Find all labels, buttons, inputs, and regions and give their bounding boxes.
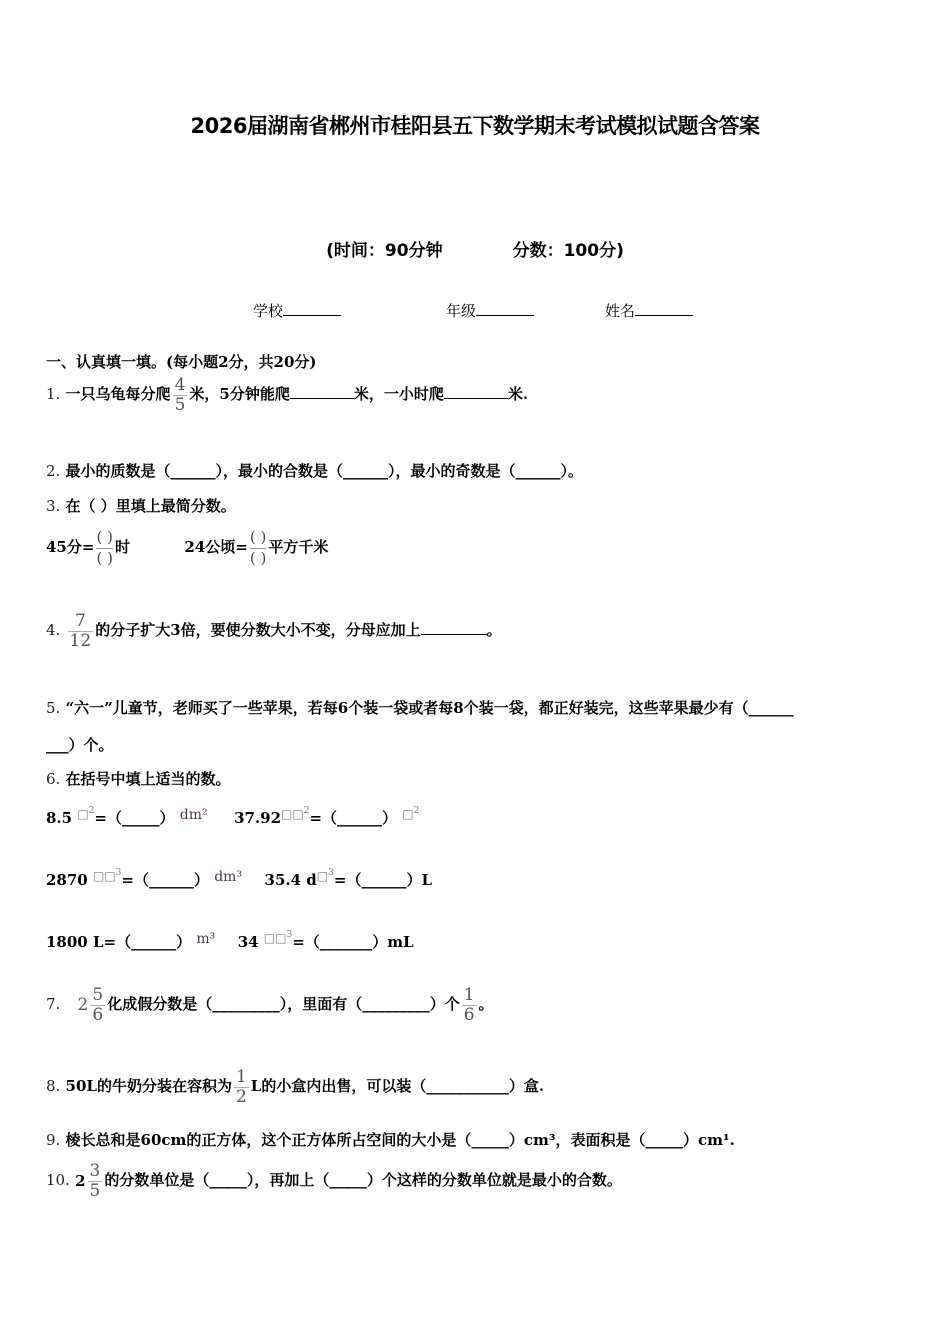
- total-score: 分数：100分): [512, 241, 624, 261]
- question-5-cont: ___）个。: [46, 736, 114, 754]
- grade-field[interactable]: 年级: [446, 300, 534, 321]
- school-field[interactable]: 学校: [253, 300, 341, 321]
- question-5: 5. “六一”儿童节，老师买了一些苹果，若每6个装一袋或者每8个装一袋，都正好装完，这些苹果最少有（______: [46, 699, 794, 717]
- answer-blank[interactable]: [444, 384, 508, 399]
- question-3: 3. 在（ ）里填上最简分数。: [46, 497, 236, 515]
- exam-meta: [0, 236, 950, 261]
- question-9: 9. 棱长总和是60cm的正方体，这个正方体所占空间的大小是（_____）cm³，表面积是（_____）cm¹.: [46, 1131, 735, 1149]
- answer-blank[interactable]: [290, 384, 354, 399]
- answer-blank[interactable]: [421, 620, 487, 635]
- fraction: $\frac{4}{5}$: [174, 375, 186, 415]
- question-2: 2. 最小的质数是（______），最小的合数是（______），最小的奇数是（______）。: [46, 462, 584, 480]
- mixed-fraction: $\frac{5}{6}$: [92, 985, 104, 1025]
- question-7: 7. 2 $\frac{5}{6}$ 化成假分数是（_________），里面有（_________）个 $\frac{1}{6}$ 。: [46, 985, 494, 1025]
- question-1: 1. 一只乌龟每分爬 $\frac{4}{5}$ 米，5分钟能爬 米，一小时爬 米.: [46, 375, 529, 415]
- question-6-row-3: 1800 L=（______） m³ 34 $^{□□^3}$=（_______）mL: [46, 930, 414, 951]
- time-limit: (时间：90分钟: [326, 241, 443, 261]
- question-3-items: 45分= ( ) ( ) 时 24公顷= ( ) ( ) 平方千米: [46, 528, 329, 567]
- question-4: 4. $\frac{7}{12}$ 的分子扩大3倍，要使分数大小不变，分母应加上 。: [46, 611, 502, 651]
- question-6-row-2: 2870 $^{□□^3}$=（______） dm³ 35.4 $d^{□^3}=(\_\_\_\_\_\_)L$: [46, 868, 432, 889]
- mixed-fraction: $\frac{3}{5}$: [89, 1161, 101, 1201]
- question-10: 10. 2 $\frac{3}{5}$ 的分数单位是（_____），再加上（_____）个这样的分数单位就是最小的合数。: [46, 1161, 622, 1201]
- fraction-blank[interactable]: ( ) ( ): [96, 528, 113, 567]
- document-title: 2026届湖南省郴州市桂阳县五下数学期末考试模拟试题含答案: [190, 114, 760, 138]
- fraction: $\frac{1}{2}$: [235, 1067, 247, 1107]
- section-heading: 一、认真填一填。(每小题2分，共20分): [46, 353, 317, 371]
- question-6-row-1: 8.5 $^{□^2}$=（_____） dm² $37.92^{□□^2}=(\_\_\_\_\_\_)$ $^{□^2}$: [46, 806, 420, 827]
- fraction: $\frac{7}{12}$: [69, 611, 92, 651]
- fraction: $\frac{1}{6}$: [463, 985, 475, 1025]
- question-6: 6. 在括号中填上适当的数。: [46, 770, 231, 788]
- name-field[interactable]: 姓名: [605, 300, 693, 321]
- fraction-blank[interactable]: ( ) ( ): [249, 528, 267, 567]
- question-8: 8. 50L的牛奶分装在容积为 $\frac{1}{2}$ L的小盒内出售，可以装（___________）盒.: [46, 1067, 545, 1107]
